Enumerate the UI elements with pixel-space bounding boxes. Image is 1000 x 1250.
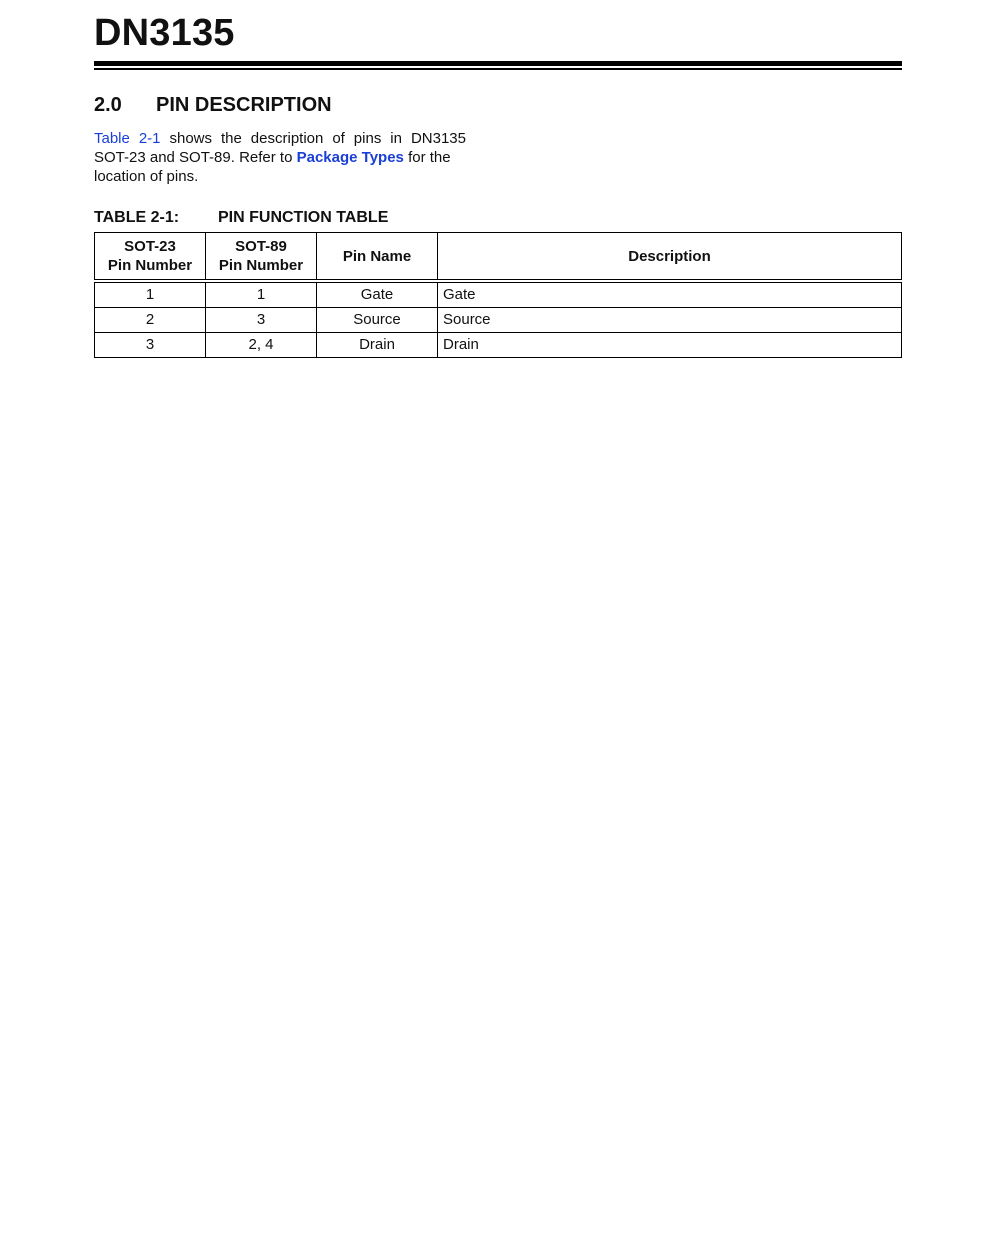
header-sot89-line2: Pin Number xyxy=(218,257,304,274)
intro-text-1: shows the description of pins in DN3135 xyxy=(160,130,466,147)
table-caption xyxy=(94,208,388,228)
intro-line-2 xyxy=(94,148,466,167)
table-2-1-link[interactable]: Table 2-1 xyxy=(94,130,161,147)
cell-description: Source xyxy=(438,308,902,333)
header-rule-thin xyxy=(94,68,902,70)
header-description: Description xyxy=(438,233,902,282)
table-row xyxy=(95,281,902,308)
cell-pin-name: Gate xyxy=(317,281,438,308)
header-sot89-line1: SOT-89 xyxy=(235,238,287,255)
intro-text-3: for the xyxy=(403,149,451,166)
cell-sot89: 3 xyxy=(206,308,317,333)
document-title: DN3135 xyxy=(94,12,235,54)
cell-pin-name: Source xyxy=(317,308,438,333)
header-rule-thick xyxy=(94,61,902,66)
intro-line-3: location of pins. xyxy=(94,168,199,185)
table-row xyxy=(95,333,902,358)
intro-paragraph xyxy=(94,129,466,186)
cell-description: Drain xyxy=(438,333,902,358)
intro-text-2: SOT-23 and SOT-89. Refer to xyxy=(94,149,297,166)
cell-sot23: 1 xyxy=(95,281,206,308)
header-sot89 xyxy=(206,233,317,282)
section-number: 2.0 xyxy=(94,94,122,116)
cell-sot89: 1 xyxy=(206,281,317,308)
cell-pin-name: Drain xyxy=(317,333,438,358)
header-pin-name: Pin Name xyxy=(317,233,438,282)
table-caption-title: PIN FUNCTION TABLE xyxy=(218,209,389,226)
section-heading xyxy=(94,93,332,117)
cell-sot89: 2, 4 xyxy=(206,333,317,358)
table-header-row xyxy=(95,233,902,282)
cell-sot23: 2 xyxy=(95,308,206,333)
cell-sot23: 3 xyxy=(95,333,206,358)
package-types-link[interactable]: Package Types xyxy=(296,149,404,166)
pin-function-table xyxy=(94,232,902,358)
intro-line-1 xyxy=(94,129,466,148)
header-sot23-line2: Pin Number xyxy=(107,257,193,274)
cell-description: Gate xyxy=(438,281,902,308)
section-title: PIN DESCRIPTION xyxy=(156,94,332,116)
table-row xyxy=(95,308,902,333)
header-sot23 xyxy=(95,233,206,282)
table-caption-number: TABLE 2-1: xyxy=(94,209,180,226)
header-sot23-line1: SOT-23 xyxy=(124,238,176,255)
